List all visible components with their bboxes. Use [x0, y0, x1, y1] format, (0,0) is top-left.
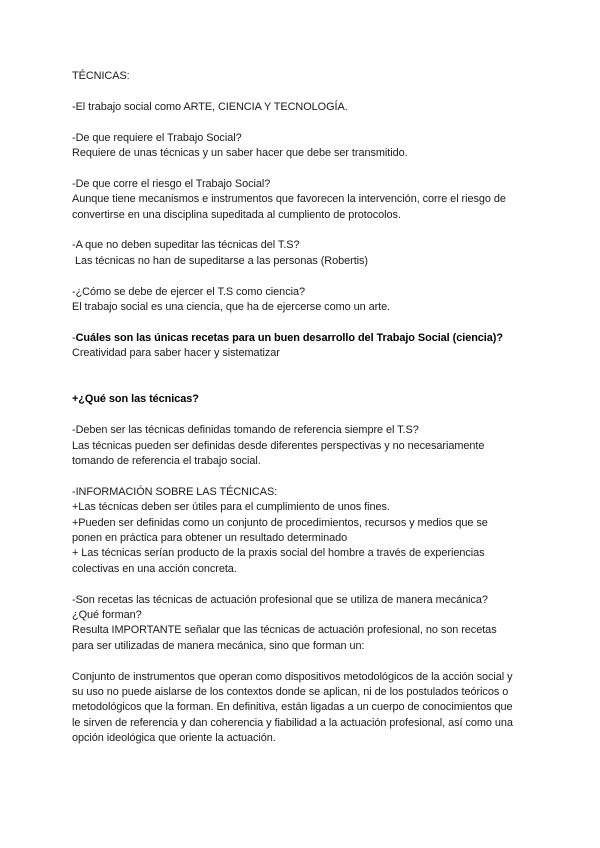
heading-que-son-tecnicas: +¿Qué son las técnicas? [72, 393, 199, 406]
info-item-2-line-1: +Pueden ser definidas como un conjunto de procedimientos, recursos y medios que se [72, 516, 488, 529]
answer-definidas-line-1: Las técnicas pueden ser definidas desde diferentes perspectivas y no necesariamente [72, 439, 485, 452]
question-recetas [72, 331, 560, 346]
question-recetas-dash: - [72, 331, 76, 344]
info-item-3-line-2: colectivas en una acción concreta. [72, 562, 237, 575]
doc-title: TÉCNICAS: [72, 70, 130, 82]
answer-importante-line-1: Resulta IMPORTANTE señalar que las técnicas de actuación profesional, no son recetas [72, 624, 497, 637]
info-item-1: +Las técnicas deben ser útiles para el cumplimiento de unos fines. [72, 501, 390, 514]
spacer [72, 577, 560, 592]
question-requiere: -De que requiere el Trabajo Social? [72, 131, 242, 144]
answer-supeditar: Las técnicas no han de supeditarse a las personas (Robertis) [72, 254, 369, 267]
question-riesgo: -De que corre el riesgo el Trabajo Social? [72, 177, 271, 190]
answer-ciencia: El trabajo social es una ciencia, que ha de ejercerse como un arte. [72, 301, 391, 314]
question-recetas-mecanica: -Son recetas las técnicas de actuación profesional que se utiliza de manera mecánica? [72, 593, 488, 606]
spacer [72, 161, 560, 176]
paragraph-conjunto-line-5: opción ideológica que oriente la actuación. [72, 732, 276, 745]
spacer [72, 654, 560, 669]
spacer [72, 115, 560, 130]
answer-importante-line-2: para ser utilizadas de manera mecánica, sino que forman un: [72, 639, 365, 652]
question-ciencia: -¿Cómo se debe de ejercer el T.S como ciencia? [72, 285, 305, 298]
spacer [72, 269, 560, 284]
heading-informacion: -INFORMACIÓN SOBRE LAS TÉCNICAS: [72, 485, 278, 498]
paragraph-conjunto-line-3: metodológicos que la forman. En definitiva, están ligadas a un cuerpo de conocimientos que [72, 701, 513, 714]
question-recetas-text: Cuáles son las únicas recetas para un buen desarrollo del Trabajo Social (ciencia)? [75, 331, 503, 344]
spacer [72, 223, 560, 238]
spacer [72, 469, 560, 484]
paragraph-conjunto-line-2: su uso no puede aislarse de los contextos donde se aplican, ni de los postulados teóricos o [72, 686, 509, 699]
answer-recetas: Creatividad para saber hacer y sistematizar [72, 347, 280, 360]
answer-riesgo-line-1: Aunque tiene mecanismos e instrumentos que favorecen la intervención, corre el riesgo de [72, 193, 506, 206]
spacer [72, 408, 560, 423]
question-que-forman: ¿Qué forman? [72, 609, 142, 622]
info-item-2-line-2: ponen en práctica para obtener un resultado determinado [72, 532, 348, 545]
info-item-3-line-1: + Las técnicas serían producto de la praxis social del hombre a través de experiencias [72, 547, 485, 560]
paragraph-conjunto-line-1: Conjunto de instrumentos que operan como dispositivos metodológicos de la acción social y [72, 670, 513, 683]
spacer [72, 362, 560, 393]
answer-riesgo-line-2: convertirse en una disciplina supeditada al cumpliento de protocolos. [72, 208, 401, 221]
question-supeditar: -A que no deben supeditar las técnicas del T.S? [72, 239, 300, 252]
answer-requiere: Requiere de unas técnicas y un saber hacer que debe ser transmitido. [72, 147, 408, 159]
section-arte-ciencia: -El trabajo social como ARTE, CIENCIA Y TECNOLOGÍA. [72, 100, 348, 113]
spacer [72, 84, 560, 99]
spacer [72, 315, 560, 330]
paragraph-conjunto-line-4: le sirven de referencia y dan coherencia y fiabilidad a la actuación profesional, así como una [72, 716, 513, 729]
question-definidas: -Deben ser las técnicas definidas tomando de referencia siempre el T.S? [72, 424, 419, 437]
answer-definidas-line-2: tomando de referencia el trabajo social. [72, 455, 261, 468]
